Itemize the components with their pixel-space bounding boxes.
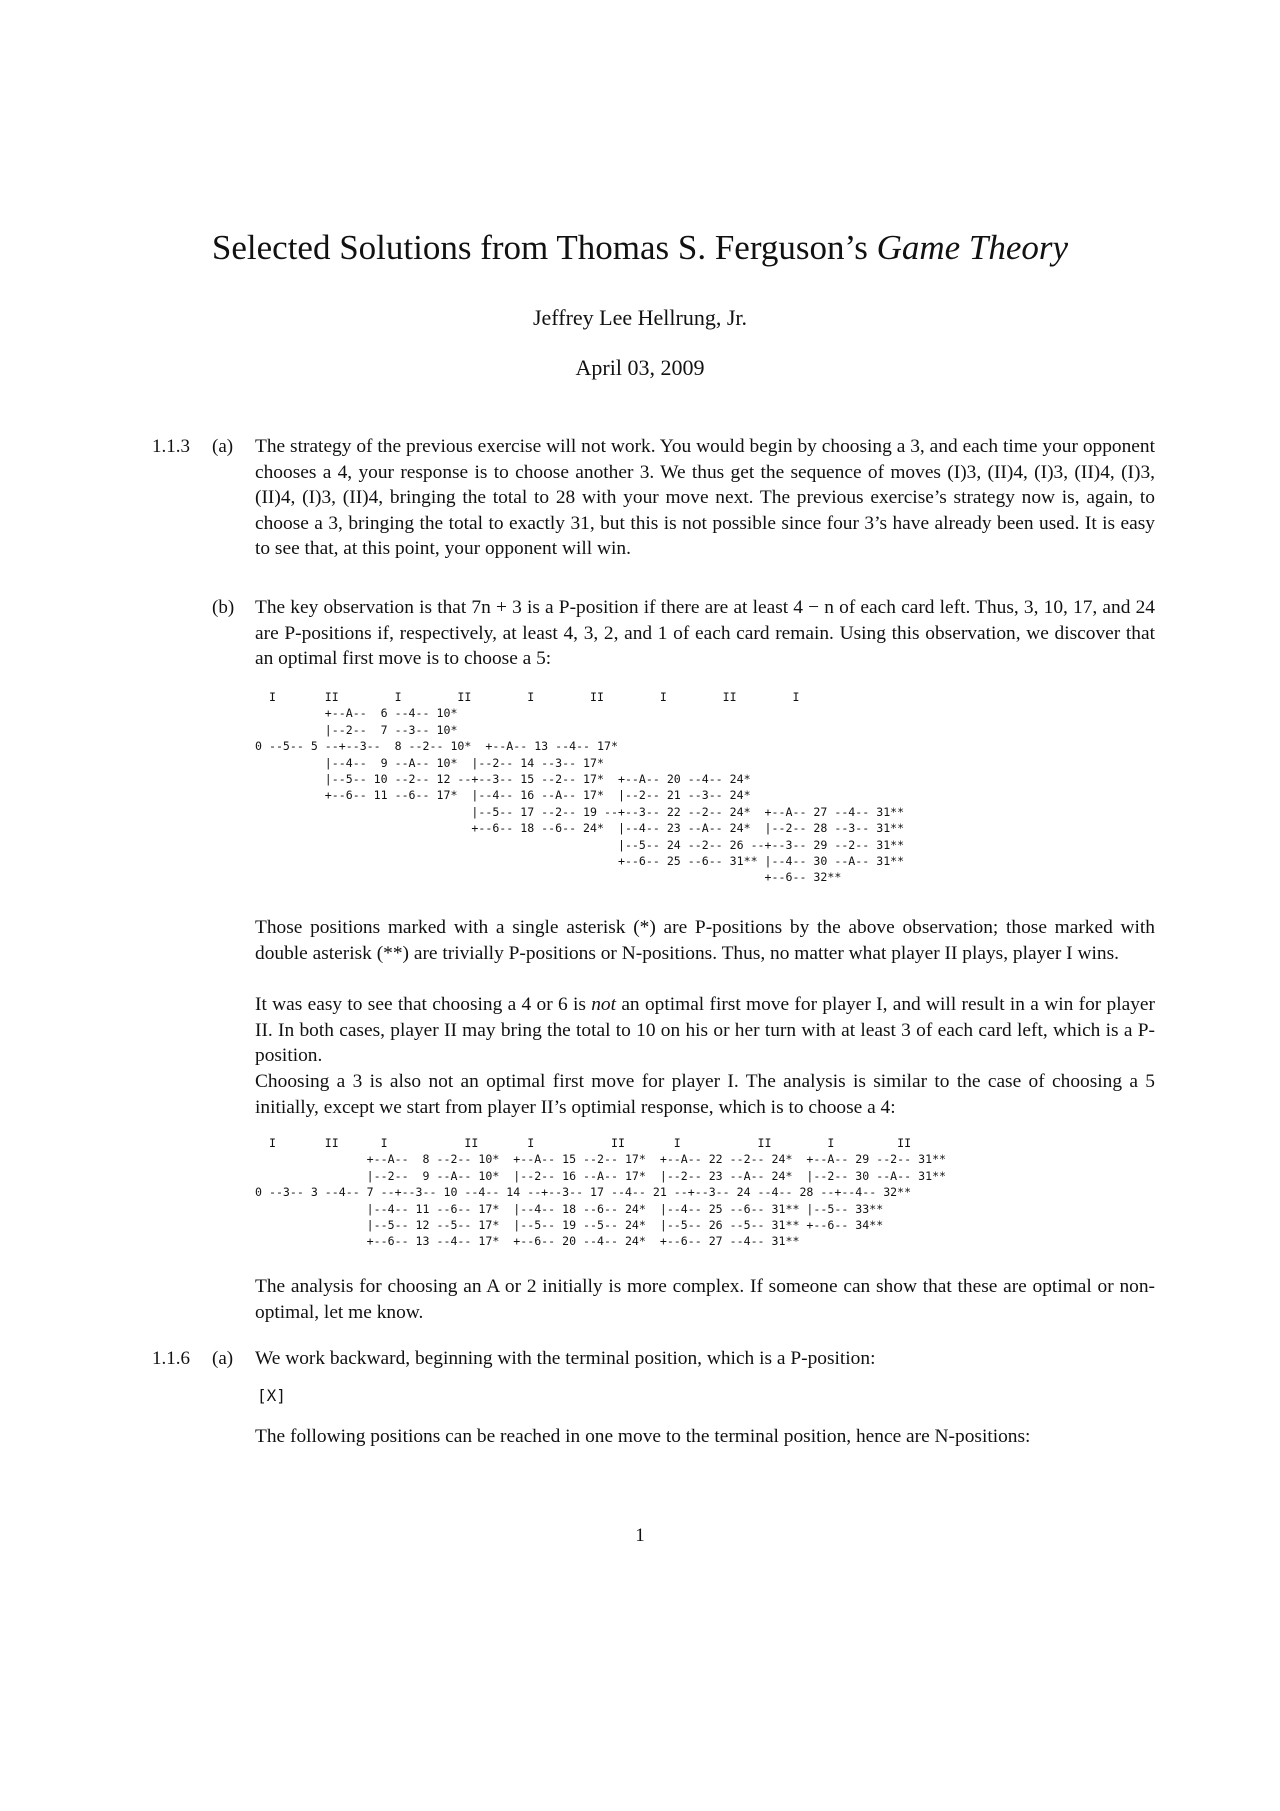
- exercise-1-1-3-part-b-text: The key observation is that 7n + 3 is a P-position if there are at least 4 − n of each card left. Thus, 3, 10, 17, and 24 are P-positions if, respectively, at least 4, 3, 2, and 1 of each card remain. Using this observation, we discover that an optimal first move is to choose a 5:: [255, 597, 1155, 669]
- part-label-a-1-1-6: (a): [212, 1348, 234, 1369]
- title-main: Selected Solutions from Thomas S. Ferguson’s: [211, 228, 877, 267]
- part-label-a: (a): [212, 436, 234, 457]
- choose-3-paragraph: Choosing a 3 is also not an optimal first move for player I. The analysis is similar to the case of choosing a 5 initially, except we start from player II’s optimial response, which is to choose a 4:: [255, 1071, 1155, 1118]
- exercise-number-1-1-3: 1.1.3: [152, 436, 190, 457]
- choose-4-or-6-text-end: an optimal first move for player I, and will result in a win for player II. In both cases, player II may bring the total to 10 on his or her turn with at least 3 of each card left, which is a P-position.: [255, 994, 1155, 1066]
- emphasis-not: not: [591, 994, 617, 1015]
- n-positions-paragraph: The following positions can be reached in one move to the terminal position, hence are N-positions:: [255, 1426, 1031, 1447]
- title-italic: Game Theory: [876, 228, 1069, 267]
- date: April 03, 2009: [575, 355, 705, 380]
- asterisk-explanation: Those positions marked with a single asterisk (*) are P-positions by the above observation; those marked with double asterisk (**) are trivially P-positions or N-positions. Thus, no matter what player II plays, player I wins.: [255, 917, 1155, 964]
- exercise-1-1-6-part-a-text: We work backward, beginning with the terminal position, which is a P-position:: [255, 1348, 876, 1369]
- author: Jeffrey Lee Hellrung, Jr.: [532, 305, 748, 330]
- game-tree-choose-3: I II I II I II I II I II +--A-- 8 --2-- 10* +--A-- 15 --2-- 17* +--A-- 22 --2-- 24* +--A-- 29 --2-- 31** |--2-- 9 --A-- 10* |--2-- 16 --A-- 17* |--2-- 23 --A-- 24* |--2-- 30 --A-- 31** 0 --3-- 3 --4-- 7 --+--3-- 10 --4-- 14 --+--3-- 17 --4-- 21 --+--3-- 24 --4-- 28 --+--4-- 32** |--4-- 11 --6-- 17* |--4-- 18 --6-- 24* |--4-- 25 --6-- 31** |--5-- 33** |--5-- 12 --5-- 17* |--5-- 19 --5-- 24* |--5-- 26 --5-- 31** +--6-- 34** +--6-- 13 --4-- 17* +--6-- 20 --4-- 24* +--6-- 27 --4-- 31**: [255, 1136, 947, 1249]
- exercise-number-1-1-6: 1.1.6: [152, 1348, 190, 1369]
- game-tree-choose-5: I II I II I II I II I +--A-- 6 --4-- 10* |--2-- 7 --3-- 10* 0 --5-- 5 --+--3-- 8 --2-- 10* +--A-- 13 --4-- 17* |--4-- 9 --A-- 10* |--2-- 14 --3-- 17* |--5-- 10 --2-- 12 --+--3-- 15 --2-- 17* +--A-- 20 --4-- 24* +--6-- 11 --6-- 17* |--4-- 16 --A-- 17* |--2-- 21 --3-- 24* |--5-- 17 --2-- 19 --+--3-- 22 --2-- 24* +--A-- 27 --4-- 31** +--6-- 18 --6-- 24* |--4-- 23 --A-- 24* |--2-- 28 --3-- 31** |--5-- 24 --2-- 26 --+--3-- 29 --2-- 31** +--6-- 25 --6-- 31** |--4-- 30 --A-- 31** +--6-- 32**: [255, 690, 905, 885]
- part-label-b: (b): [212, 597, 235, 618]
- choose-4-or-6-paragraph: [255, 992, 1155, 1069]
- terminal-position: [X]: [257, 1386, 286, 1405]
- analysis-a-or-2-paragraph: The analysis for choosing an A or 2 initially is more complex. If someone can show that these are optimal or non-optimal, let me know.: [255, 1276, 1155, 1323]
- document-title: [0, 228, 1280, 268]
- exercise-1-1-3-part-a-text: The strategy of the previous exercise will not work. You would begin by choosing a 3, and each time your opponent chooses a 4, your response is to choose another 3. We thus get the sequence of moves (I)3, (II)4, (I)3, (II)4, (I)3, (II)4, (I)3, (II)4, bringing the total to 28 with your move next. The previous exercise’s strategy now is, again, to choose a 3, bringing the total to exactly 31, but this is not possible since four 3’s have already been used. It is easy to see that, at this point, your opponent will win.: [255, 436, 1155, 559]
- page-number: 1: [635, 1525, 645, 1546]
- choose-4-or-6-text-start: It was easy to see that choosing a 4 or 6 is: [255, 994, 592, 1015]
